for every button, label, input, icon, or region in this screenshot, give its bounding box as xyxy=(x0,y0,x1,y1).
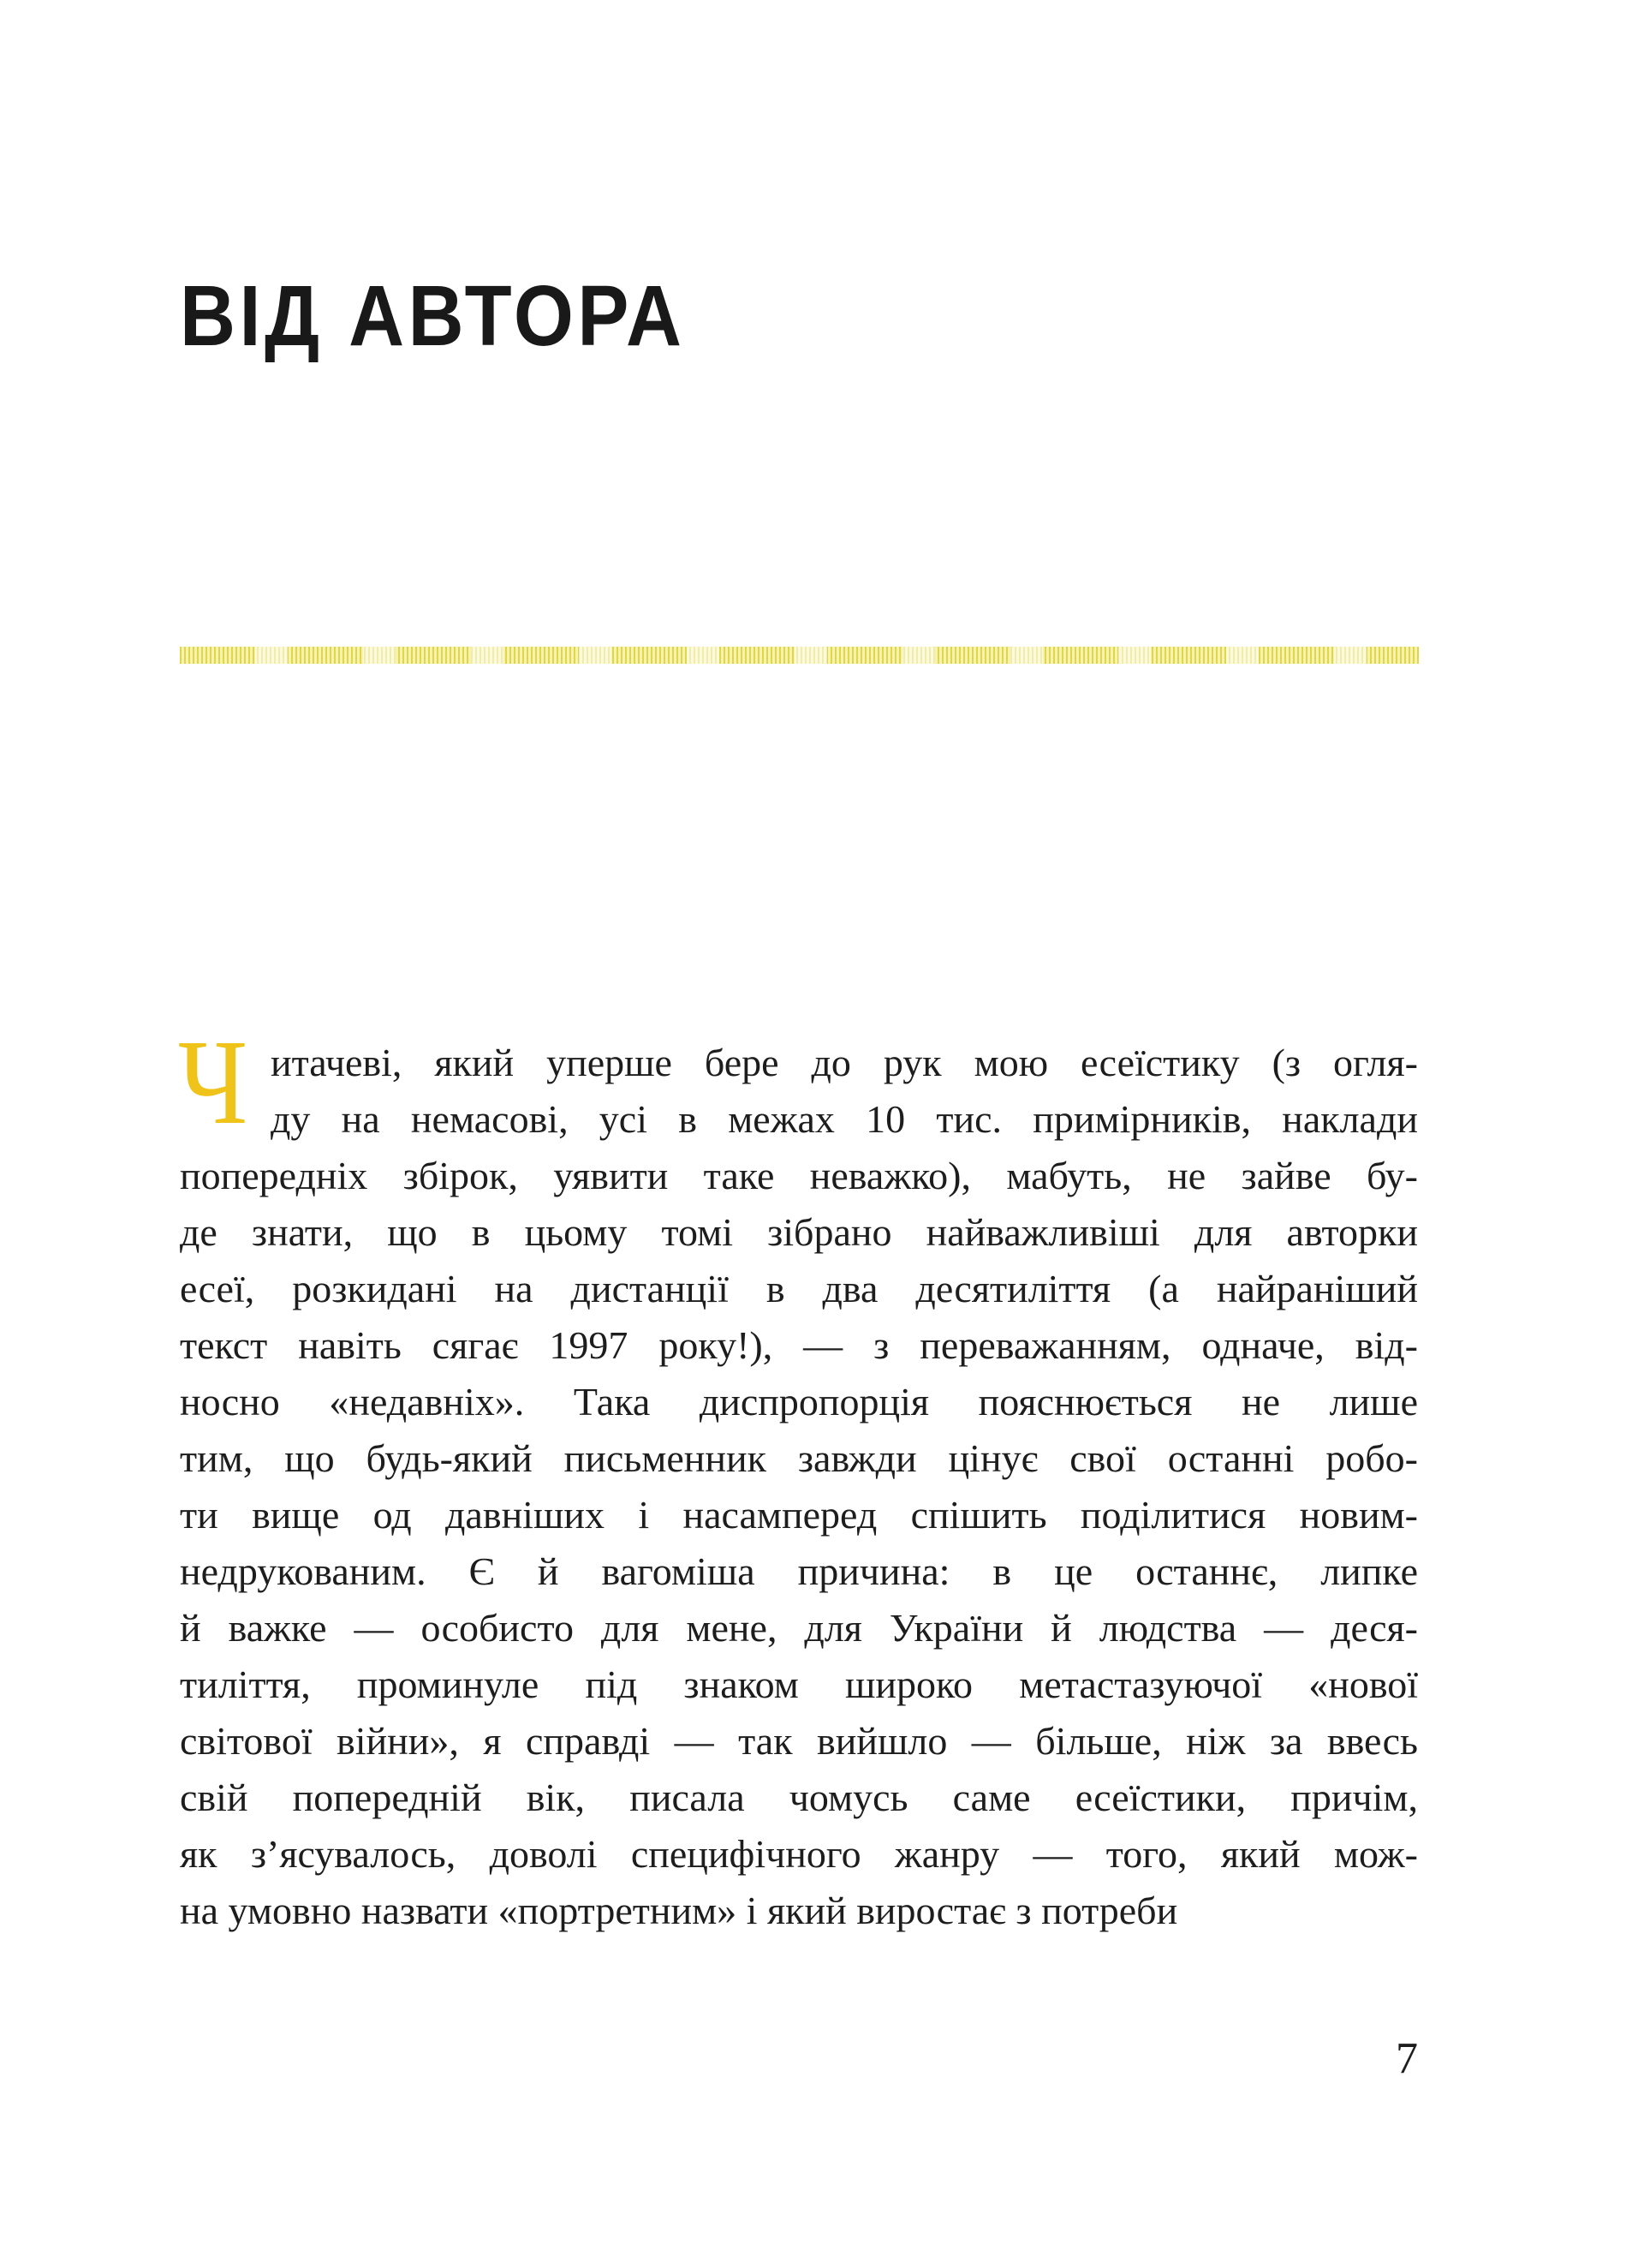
text-line: ти вище од давніших і насамперед спішить поділитися новим- xyxy=(180,1493,1418,1537)
yellow-divider-band xyxy=(180,647,1419,664)
text-line: носно «недавніх». Така диспропорція пояснюється не лише xyxy=(180,1380,1418,1423)
text-line: й важке — особисто для мене, для України й людства — деся- xyxy=(180,1606,1418,1650)
text-line: итачеві, який уперше бере до рук мою есеїстику (з огля- xyxy=(271,1041,1418,1084)
text-line: попередніх збірок, уявити таке неважко), мабуть, не зайве бу- xyxy=(180,1154,1418,1197)
intro-paragraph xyxy=(180,1035,1418,1939)
page-title: ВІД АВТОРА xyxy=(180,268,686,364)
page-number: 7 xyxy=(1396,2034,1418,2083)
text-line: есеї, розкидані на дистанції в два десятиліття (а найраніший xyxy=(180,1267,1418,1310)
text-line: ду на немасові, усі в межах 10 тис. примірників, наклади xyxy=(271,1097,1418,1141)
text-line: де знати, що в цьому томі зібрано найважливіші для авторки xyxy=(180,1210,1418,1254)
text-line: як з’ясувалось, доволі специфічного жанру — того, який мож- xyxy=(180,1832,1418,1876)
drop-cap: Ч xyxy=(178,1014,248,1149)
text-line: недрукованим. Є й вагоміша причина: в це останнє, липке xyxy=(180,1549,1418,1593)
text-line: на умовно назвати «портретним» і який виростає з потреби xyxy=(180,1889,1178,1932)
text-line: тиліття, проминуле під знаком широко метастазуючої «нової xyxy=(180,1662,1418,1706)
text-line: тим, що будь-який письменник завжди цінує свої останні робо- xyxy=(180,1436,1418,1480)
text-line: свій попередній вік, писала чомусь саме есеїстики, причім, xyxy=(180,1776,1418,1819)
text-line: текст навіть сягає 1997 року!), — з переважанням, одначе, від- xyxy=(180,1323,1418,1367)
text-line: світової війни», я справді — так вийшло — більше, ніж за ввесь xyxy=(180,1719,1418,1763)
